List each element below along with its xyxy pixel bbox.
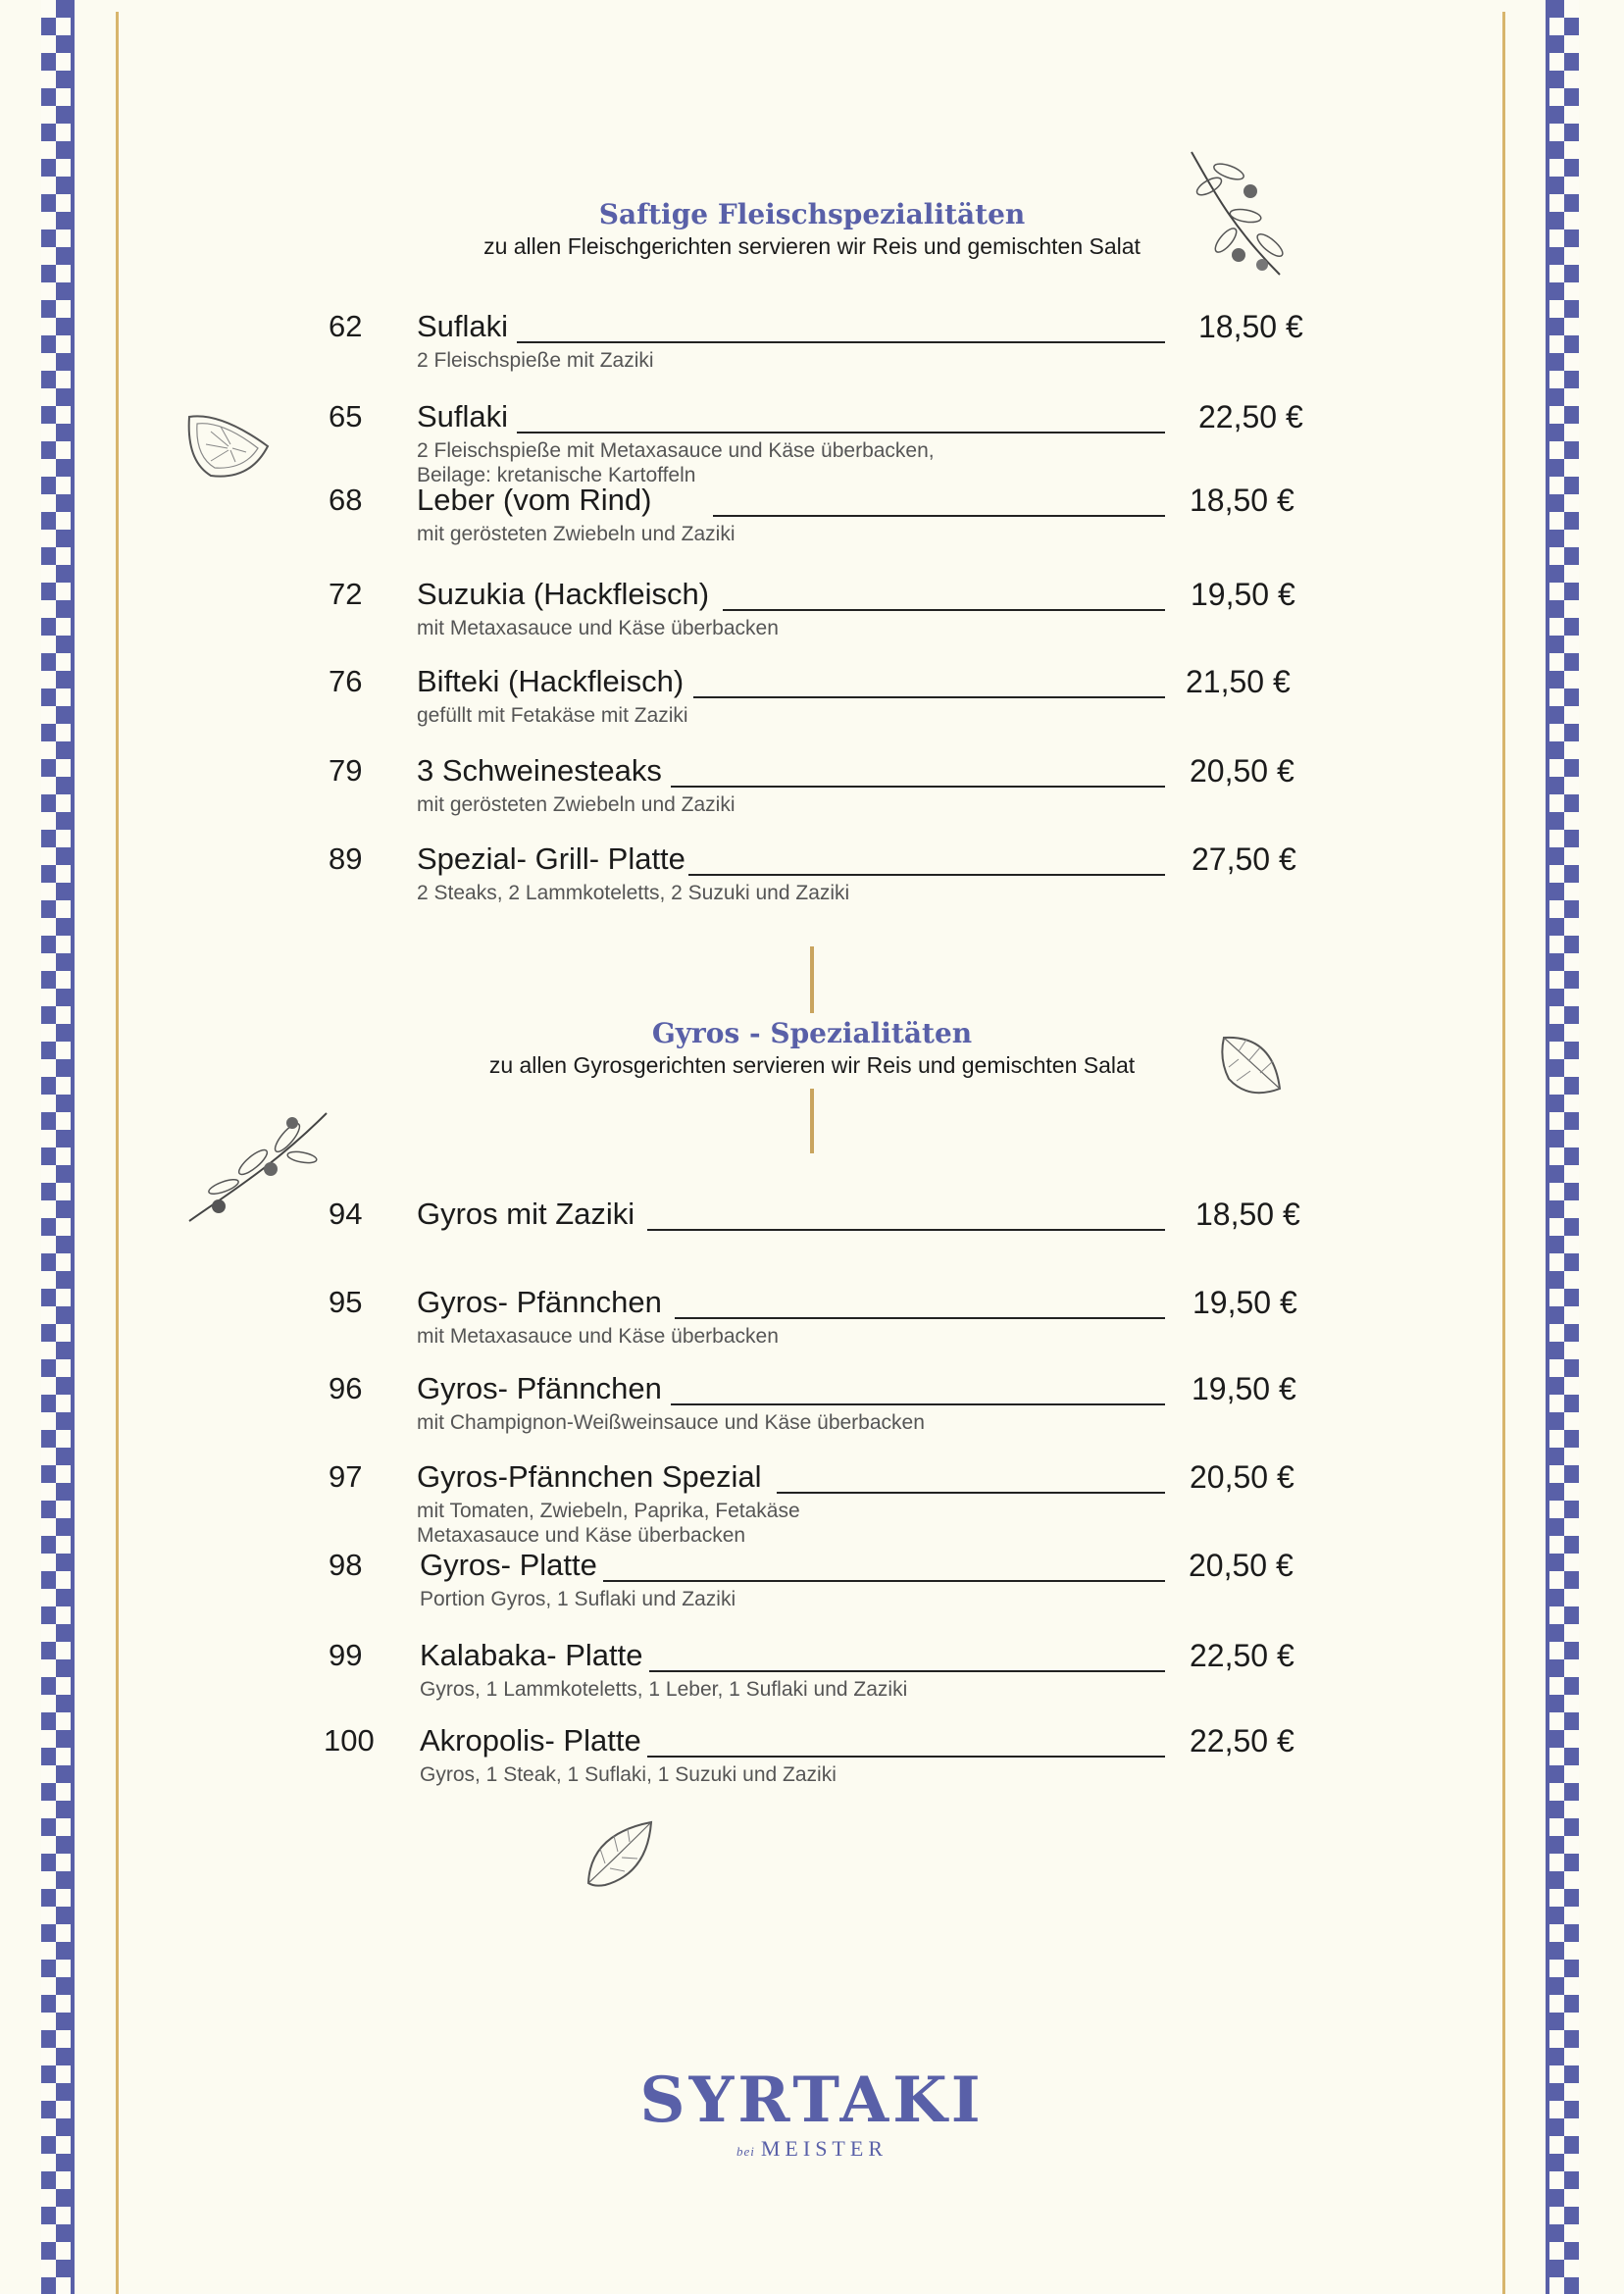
menu-item xyxy=(0,664,1624,742)
item-description xyxy=(417,703,688,728)
item-number: 62 xyxy=(329,309,363,343)
item-name: Suzukia (Hackfleisch) xyxy=(417,577,710,611)
item-number: 97 xyxy=(329,1459,363,1494)
item-description xyxy=(420,1762,837,1787)
item-description xyxy=(417,438,935,487)
section-separator xyxy=(810,1089,814,1153)
item-price: 22,50 € xyxy=(1198,399,1303,434)
item-description xyxy=(417,1324,779,1349)
item-description-line: 2 Steaks, 2 Lammkoteletts, 2 Suzuki und Zaziki xyxy=(417,882,850,904)
logo-meister: MEISTER xyxy=(760,2136,888,2161)
item-price: 18,50 € xyxy=(1190,483,1294,518)
menu-item xyxy=(0,841,1624,920)
item-description-line: 2 Fleischspieße mit Metaxasauce und Käse überbacken, xyxy=(417,439,935,462)
item-description xyxy=(417,522,736,546)
item-leader-line xyxy=(675,1317,1165,1319)
item-price: 21,50 € xyxy=(1186,664,1291,699)
item-price: 19,50 € xyxy=(1192,1371,1296,1406)
item-description-line: mit gerösteten Zwiebeln und Zaziki xyxy=(417,523,736,545)
item-number: 68 xyxy=(329,483,363,517)
item-name: Kalabaka- Platte xyxy=(420,1638,643,1672)
item-description-line: mit Metaxasauce und Käse überbacken xyxy=(417,1325,779,1348)
item-name: Gyros- Pfännchen xyxy=(417,1285,662,1319)
item-leader-line xyxy=(517,432,1165,433)
item-price: 27,50 € xyxy=(1192,841,1296,877)
item-number: 96 xyxy=(329,1371,363,1405)
leaf-icon xyxy=(581,1814,659,1893)
logo-bei: bei xyxy=(736,2144,755,2159)
menu-item xyxy=(0,399,1624,486)
item-name: Gyros mit Zaziki xyxy=(417,1197,635,1231)
item-description-line: Portion Gyros, 1 Suflaki und Zaziki xyxy=(420,1588,736,1610)
section-subtitle-meat: zu allen Fleischgerichten servieren wir Reis und gemischten Salat xyxy=(483,233,1141,259)
item-leader-line xyxy=(723,609,1165,611)
item-leader-line xyxy=(688,874,1165,876)
item-name: Suflaki xyxy=(417,399,509,433)
item-leader-line xyxy=(693,696,1165,698)
item-name: Gyros- Platte xyxy=(420,1548,597,1582)
restaurant-logo: SYRTAKI xyxy=(639,2064,985,2137)
item-description-line: Gyros, 1 Steak, 1 Suflaki, 1 Suzuki und Zaziki xyxy=(420,1763,837,1786)
item-number: 99 xyxy=(329,1638,363,1672)
item-description xyxy=(417,792,736,817)
menu-item xyxy=(0,1285,1624,1363)
item-description xyxy=(417,1499,800,1548)
item-description-line: mit Tomaten, Zwiebeln, Paprika, Fetakäse xyxy=(417,1500,800,1522)
item-description xyxy=(417,881,849,905)
item-number: 76 xyxy=(329,664,363,698)
menu-item xyxy=(0,577,1624,655)
item-number: 65 xyxy=(329,399,363,433)
item-price: 20,50 € xyxy=(1189,1548,1294,1583)
item-description-line: Gyros, 1 Lammkoteletts, 1 Leber, 1 Suflaki und Zaziki xyxy=(420,1678,908,1701)
menu-item xyxy=(0,1638,1624,1716)
item-leader-line xyxy=(649,1670,1165,1672)
item-name: 3 Schweinesteaks xyxy=(417,753,662,788)
item-price: 18,50 € xyxy=(1195,1197,1300,1232)
restaurant-logo-subtitle xyxy=(0,2136,1624,2162)
menu-item xyxy=(0,1459,1624,1547)
item-price: 19,50 € xyxy=(1191,577,1295,612)
item-number: 79 xyxy=(329,753,363,788)
menu-item xyxy=(0,1371,1624,1450)
item-price: 18,50 € xyxy=(1198,309,1303,344)
item-description xyxy=(420,1587,736,1611)
item-leader-line xyxy=(671,786,1165,788)
menu-item xyxy=(0,1723,1624,1802)
menu-item xyxy=(0,1548,1624,1626)
item-number: 95 xyxy=(329,1285,363,1319)
item-leader-line xyxy=(713,515,1165,517)
section-subtitle-gyros: zu allen Gyrosgerichten servieren wir Reis und gemischten Salat xyxy=(488,1052,1136,1078)
item-leader-line xyxy=(671,1403,1165,1405)
menu-item xyxy=(0,753,1624,832)
item-description-line: Beilage: kretanische Kartoffeln xyxy=(417,464,696,486)
section-separator xyxy=(810,946,814,1013)
item-description-line: 2 Fleischspieße mit Zaziki xyxy=(417,349,654,372)
item-description xyxy=(417,616,779,640)
item-description xyxy=(417,348,654,373)
item-number: 94 xyxy=(329,1197,363,1231)
item-description-line: mit Champignon-Weißweinsauce und Käse überbacken xyxy=(417,1411,925,1434)
item-leader-line xyxy=(647,1756,1165,1758)
item-description xyxy=(420,1677,907,1702)
item-name: Akropolis- Platte xyxy=(420,1723,641,1758)
item-leader-line xyxy=(603,1580,1165,1582)
item-name: Leber (vom Rind) xyxy=(417,483,652,517)
section-title-meat: Saftige Fleischspezialitäten xyxy=(598,198,1026,230)
item-price: 22,50 € xyxy=(1190,1638,1294,1673)
item-name: Suflaki xyxy=(417,309,509,343)
item-leader-line xyxy=(777,1492,1165,1494)
item-description-line: mit gerösteten Zwiebeln und Zaziki xyxy=(417,793,736,816)
item-leader-line xyxy=(647,1229,1165,1231)
item-number: 98 xyxy=(329,1548,363,1582)
item-leader-line xyxy=(517,341,1165,343)
item-description-line: Metaxasauce und Käse überbacken xyxy=(417,1524,746,1547)
menu-item xyxy=(0,1197,1624,1275)
item-name: Spezial- Grill- Platte xyxy=(417,841,685,876)
item-name: Bifteki (Hackfleisch) xyxy=(417,664,685,698)
item-number: 100 xyxy=(324,1723,375,1758)
item-price: 20,50 € xyxy=(1190,753,1294,789)
section-title-gyros: Gyros - Spezialitäten xyxy=(651,1017,973,1049)
menu-item xyxy=(0,309,1624,387)
item-price: 19,50 € xyxy=(1193,1285,1297,1320)
menu-item xyxy=(0,483,1624,561)
item-price: 20,50 € xyxy=(1190,1459,1294,1495)
item-number: 72 xyxy=(329,577,363,611)
item-name: Gyros- Pfännchen xyxy=(417,1371,662,1405)
item-number: 89 xyxy=(329,841,363,876)
item-description-line: mit Metaxasauce und Käse überbacken xyxy=(417,617,779,639)
item-price: 22,50 € xyxy=(1190,1723,1294,1759)
item-description-line: gefüllt mit Fetakäse mit Zaziki xyxy=(417,704,688,727)
item-name: Gyros-Pfännchen Spezial xyxy=(417,1459,762,1494)
item-description xyxy=(417,1410,925,1435)
